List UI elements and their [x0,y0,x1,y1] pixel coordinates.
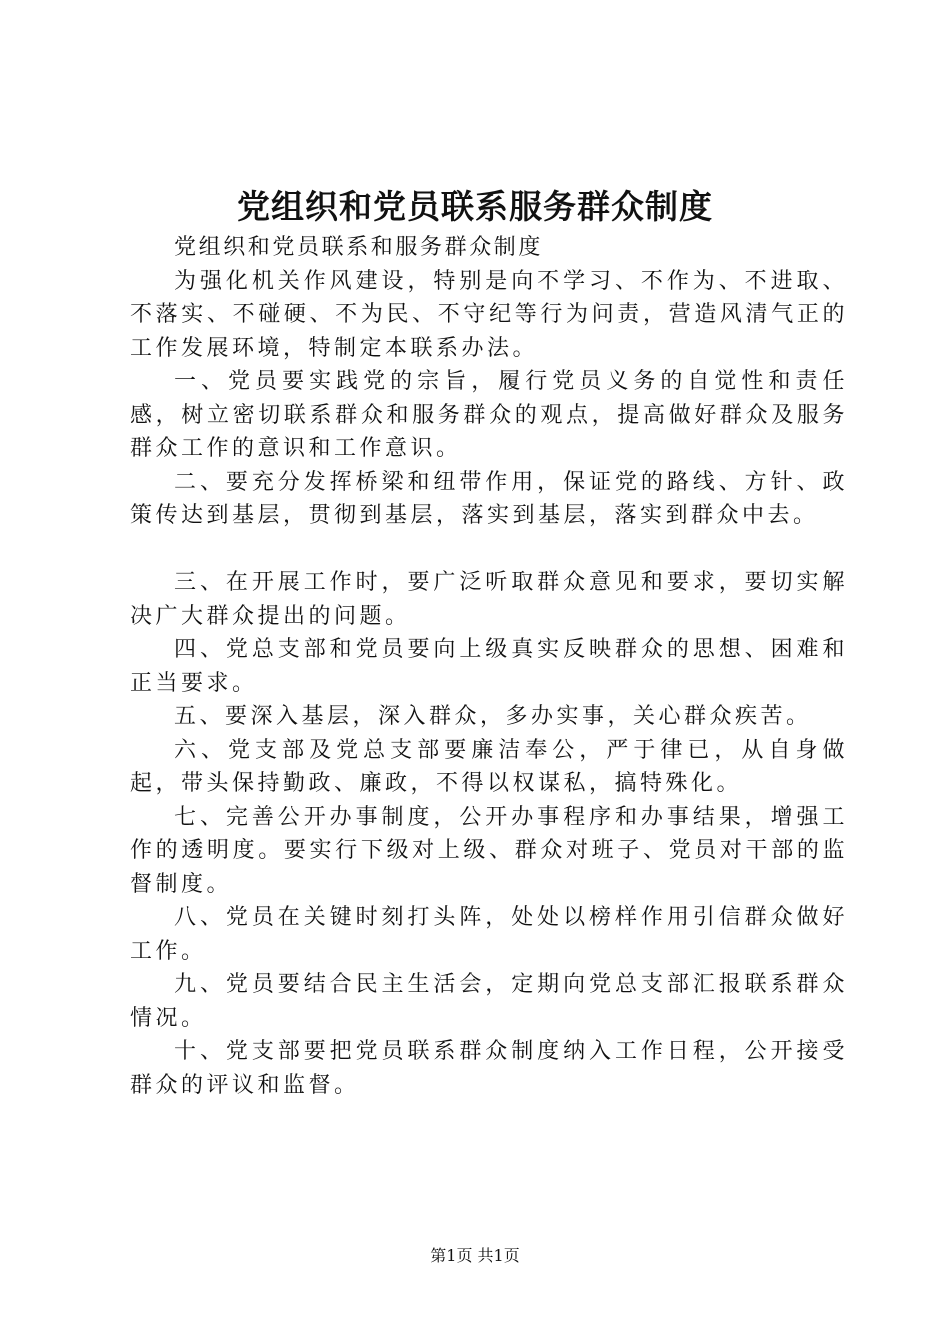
clause-9: 九、党员要结合民主生活会，定期向党总支部汇报联系群众情况。 [130,972,848,1031]
clause-6: 六、党支部及党总支部要廉洁奉公，严于律已，从自身做起，带头保持勤政、廉政，不得以权谋私，搞特殊化。 [130,737,848,796]
document-body [130,231,848,1102]
clause-2: 二、要充分发挥桥梁和纽带作用，保证党的路线、方针、政策传达到基层，贯彻到基层，落实到基层，落实到群众中去。 [130,469,848,528]
document-title: 党组织和党员联系服务群众制度 [237,187,713,226]
clause-7: 七、完善公开办事制度，公开办事程序和办事结果，增强工作的透明度。要实行下级对上级、群众对班子、党员对干部的监督制度。 [130,804,848,897]
clause-8: 八、党员在关键时刻打头阵，处处以榜样作用引信群众做好工作。 [130,905,848,964]
clause-1: 一、党员要实践党的宗旨，履行党员义务的自觉性和责任感，树立密切联系群众和服务群众的观点，提高做好群众及服务群众工作的意识和工作意识。 [130,369,848,461]
page-footer: 第1页 共1页 [430,1246,520,1265]
clause-3: 三、在开展工作时，要广泛听取群众意见和要求，要切实解决广大群众提出的问题。 [130,570,848,629]
clause-5: 五、要深入基层，深入群众，多办实事，关心群众疾苦。 [174,704,812,729]
clause-10: 十、党支部要把党员联系群众制度纳入工作日程，公开接受群众的评议和监督。 [130,1039,848,1098]
blank-line [130,533,848,567]
intro-paragraph: 为强化机关作风建设，特别是向不学习、不作为、不进取、不落实、不碰硬、不为民、不守纪等行为问责，营造风清气正的工作发展环境，特制定本联系办法。 [130,268,848,361]
clause-4: 四、党总支部和党员要向上级真实反映群众的思想、困难和正当要求。 [130,637,848,696]
document-subtitle: 党组织和党员联系和服务群众制度 [174,235,544,260]
